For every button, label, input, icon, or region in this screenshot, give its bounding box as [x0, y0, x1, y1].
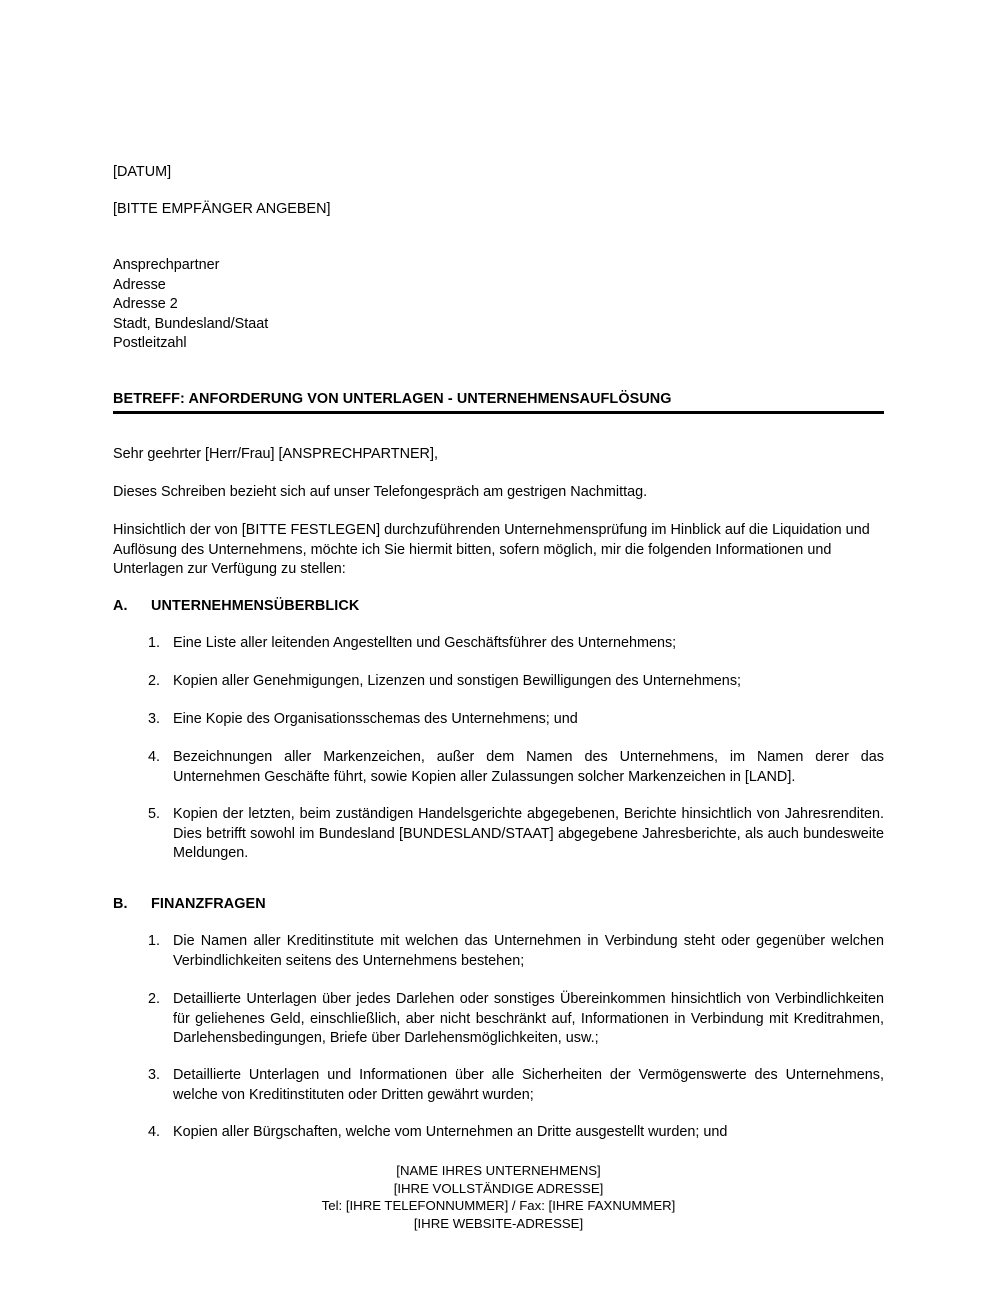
list-item-text: Bezeichnungen aller Markenzeichen, außer dem Namen des Unternehmens, im Namen derer das Unternehmen Geschäfte führt, sowie Kopien aller Zulassungen solcher Markenzeichen in [LAND].: [173, 749, 884, 785]
list-item-text: Kopien aller Bürgschaften, welche vom Unternehmen an Dritte ausgestellt wurden; und: [173, 1124, 728, 1140]
list-item-number: 4.: [148, 1124, 161, 1140]
document-page: [113, 0, 884, 1290]
date-block: [113, 163, 171, 183]
footer-phone-fax: Tel: [IHRE TELEFONNUMMER] / Fax: [IHRE FAXNUMMER]: [321, 1198, 676, 1213]
section-a-title: UNTERNEHMENSÜBERBLICK: [151, 598, 360, 614]
list-item: [148, 748, 884, 787]
list-item: [148, 990, 884, 1049]
subject-divider: [113, 411, 884, 414]
section-heading-a: [113, 597, 884, 616]
list-item: [148, 805, 884, 864]
date-placeholder: [DATUM]: [113, 164, 172, 180]
address-block: [113, 256, 268, 354]
address-line-2: Adresse 2: [113, 296, 178, 312]
list-item: [148, 634, 884, 654]
list-item-number: 1.: [148, 635, 161, 651]
footer-company-name: [NAME IHRES UNTERNEHMENS]: [396, 1163, 601, 1178]
list-item-number: 4.: [148, 749, 161, 765]
list-item: [148, 672, 884, 692]
list-item-text: Detaillierte Unterlagen über jedes Darlehen oder sonstiges Übereinkommen hinsichtlich von Verbindlichkeiten für geliehenes Geld, einschließlich, aber nicht beschränkt auf, Informationen in Verbindung mit Kreditrahmen, Darlehensbedingungen, Briefe über Darlehensmöglichkeiten, usw.;: [173, 991, 884, 1046]
list-item-text: Kopien der letzten, beim zuständigen Handelsgerichte abgegebenen, Berichte hinsichtlich von Jahresrenditen. Dies betrifft sowohl im Bundesland [BUNDESLAND/STAAT] abgegebene Jahresberichte, als auch bundesweite Meldungen.: [173, 806, 884, 861]
list-item-text: Eine Liste aller leitenden Angestellten und Geschäftsführer des Unternehmens;: [173, 635, 677, 651]
subject-block: [113, 390, 884, 414]
list-item-number: 3.: [148, 1067, 161, 1083]
document-footer: [113, 1162, 884, 1232]
paragraph-introduction: Hinsichtlich der von [BITTE FESTLEGEN] durchzuführenden Unternehmensprüfung im Hinblick auf die Liquidation und Auflösung des Unternehmens, möchte ich Sie hiermit bitten, sofern möglich, mir die folgenden Informationen und Unterlagen zur Verfügung zu stellen:: [113, 522, 870, 577]
list-item-text: Kopien aller Genehmigungen, Lizenzen und sonstigen Bewilligungen des Unternehmens;: [173, 673, 742, 689]
list-item: [148, 932, 884, 971]
salutation: Sehr geehrter [Herr/Frau] [ANSPRECHPARTNER],: [113, 446, 438, 462]
footer-address: [IHRE VOLLSTÄNDIGE ADRESSE]: [393, 1180, 604, 1196]
list-item-number: 2.: [148, 991, 161, 1007]
address-line-contact: Ansprechpartner: [113, 257, 220, 273]
list-item: [148, 1066, 884, 1105]
address-line-city-state: Stadt, Bundesland/Staat: [113, 315, 269, 332]
section-heading-b: [113, 895, 884, 914]
list-item-text: Eine Kopie des Organisationsschemas des Unternehmens; und: [173, 711, 578, 727]
section-a-letter: A.: [113, 598, 128, 614]
recipient-placeholder-block: [113, 200, 331, 220]
subject-line: BETREFF: ANFORDERUNG VON UNTERLAGEN - UNTERNEHMENSAUFLÖSUNG: [113, 391, 672, 407]
list-item: [148, 1123, 884, 1143]
list-item: [148, 710, 884, 730]
list-item-number: 1.: [148, 933, 161, 949]
address-line-1: Adresse: [113, 276, 166, 293]
recipient-placeholder: [BITTE EMPFÄNGER ANGEBEN]: [113, 201, 331, 217]
section-b-title: FINANZFRAGEN: [151, 896, 266, 912]
paragraph-phone-reference: Dieses Schreiben bezieht sich auf unser Telefongespräch am gestrigen Nachmittag.: [113, 484, 648, 500]
section-b-letter: B.: [113, 896, 128, 912]
list-item-number: 2.: [148, 673, 161, 689]
list-item-number: 5.: [148, 806, 161, 822]
address-line-postal-code: Postleitzahl: [113, 335, 187, 351]
list-item-text: Die Namen aller Kreditinstitute mit welchen das Unternehmen in Verbindung steht oder gegenüber welchen Verbindlichkeiten seitens des Unternehmens bestehen;: [173, 933, 884, 969]
list-item-text: Detaillierte Unterlagen und Informationen über alle Sicherheiten der Vermögenswerte des Unternehmens, welche von Kreditinstituten oder Dritten gewährt wurden;: [173, 1067, 884, 1103]
list-item-number: 3.: [148, 711, 161, 727]
footer-website: [IHRE WEBSITE-ADRESSE]: [413, 1215, 584, 1231]
